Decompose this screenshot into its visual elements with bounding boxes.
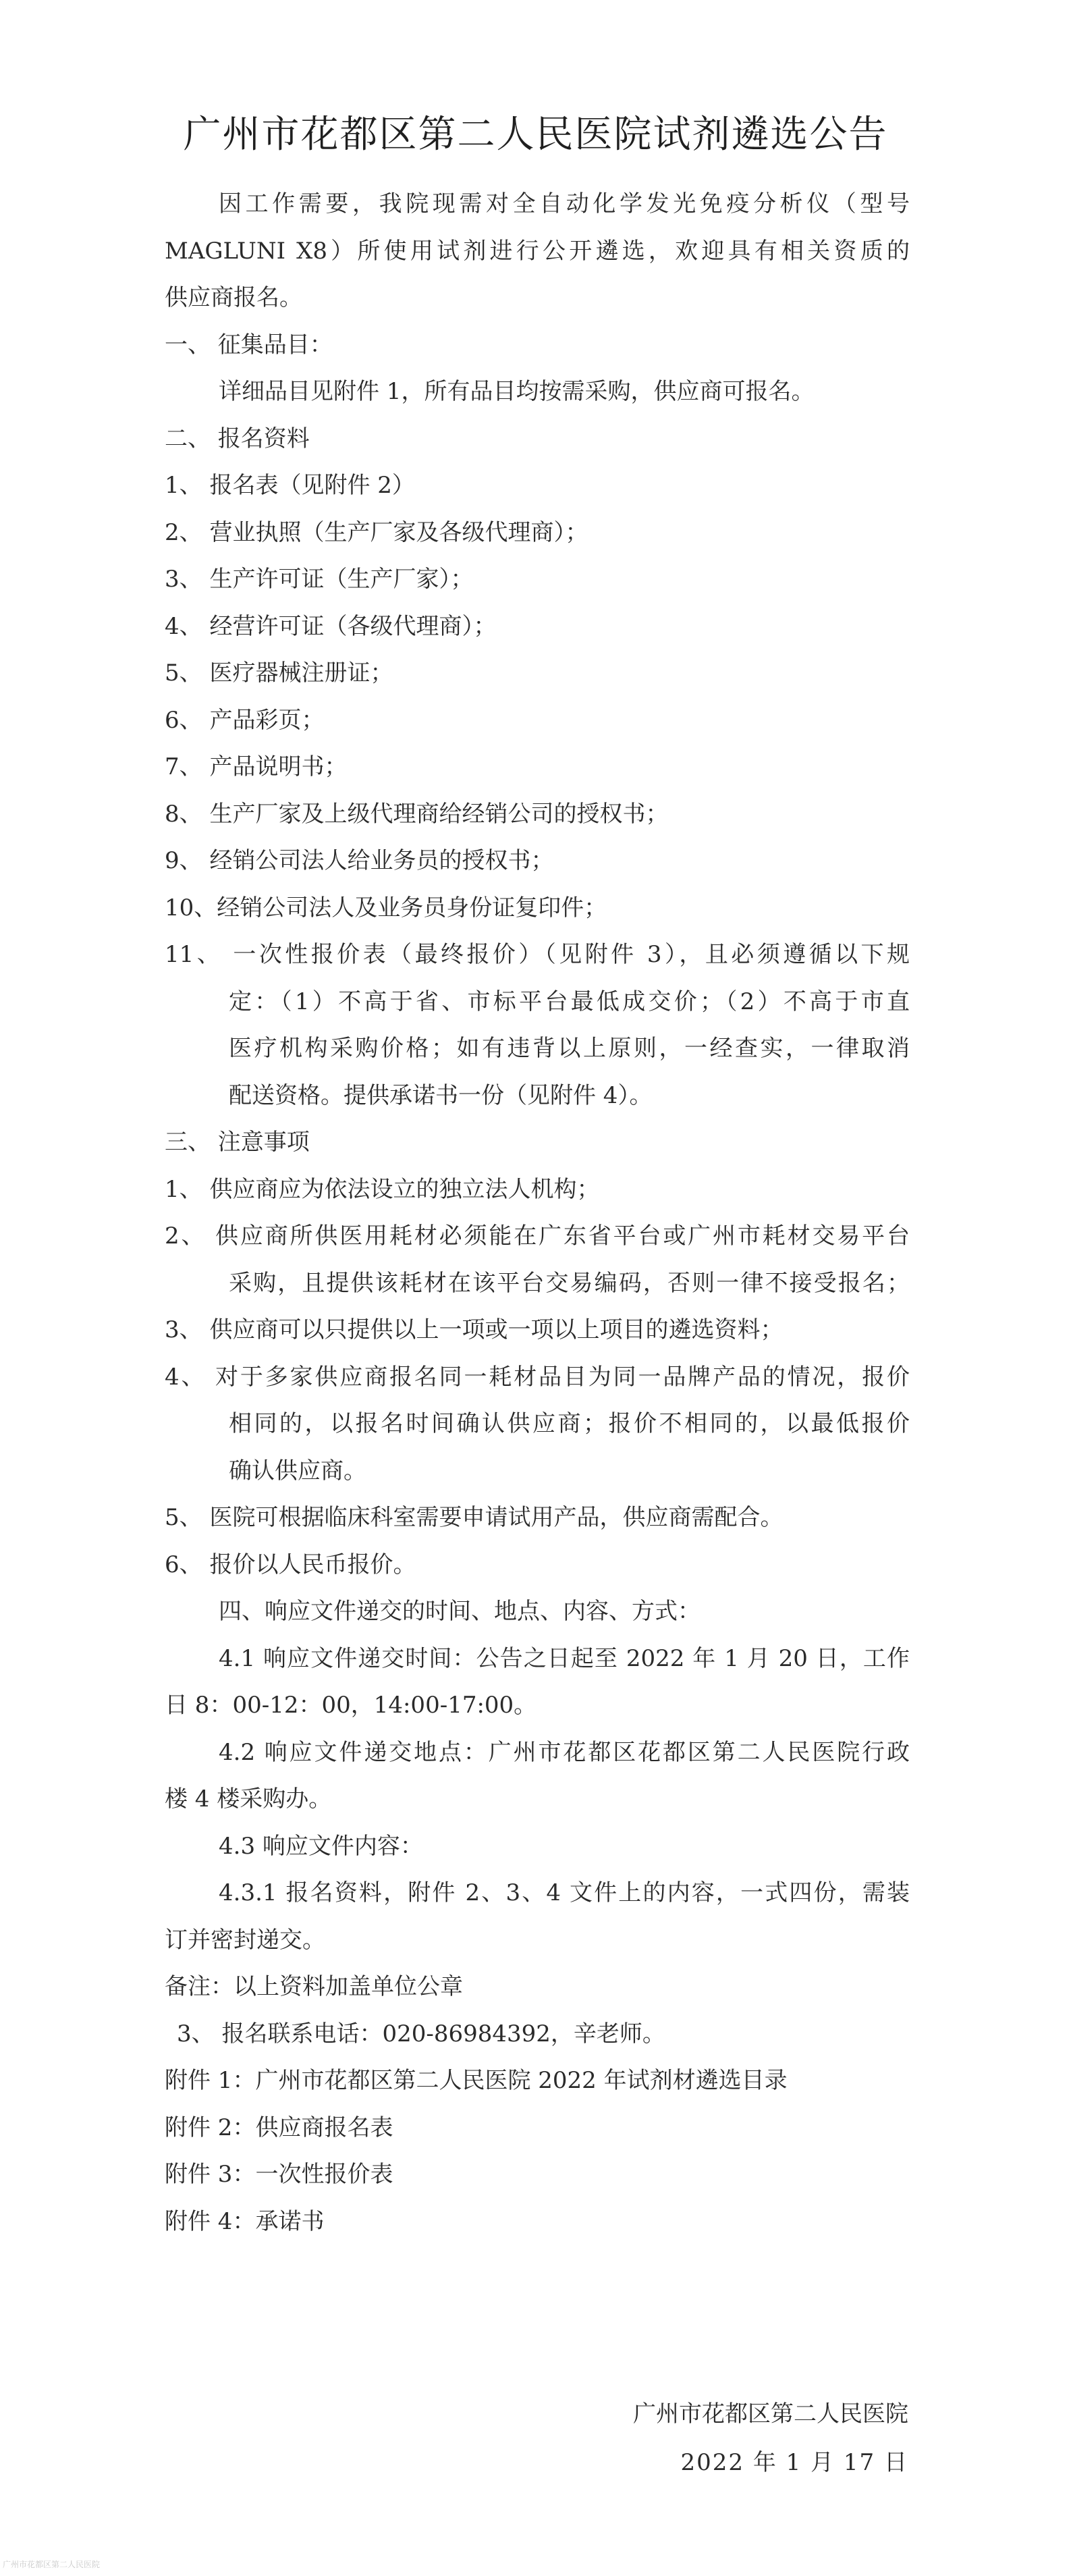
list-item: 6、 产品彩页； xyxy=(165,706,325,734)
footer-watermark: 广州市花都区第二人民医院 xyxy=(3,2560,101,2569)
list-item: 1、 报名表（见附件 2） xyxy=(165,472,415,499)
attachment-line: 附件 4：承诺书 xyxy=(165,2207,325,2235)
signature-organization: 广州市花都区第二人民医院 xyxy=(633,2400,908,2427)
document-body xyxy=(165,181,910,2245)
paragraph-line: MAGLUNI X8）所使用试剂进行公开遴选，欢迎具有相关资质的 xyxy=(165,237,910,265)
paragraph-line: 订并密封递交。 xyxy=(165,1926,325,1954)
list-item-continuation: 医疗机构采购价格；如有违背以上原则，一经查实，一律取消 xyxy=(229,1035,910,1062)
list-item-continuation: 采购，且提供该耗材在该平台交易编码，否则一律不接受报名； xyxy=(229,1269,910,1297)
contact-line: 3、 报名联系电话：020-86984392，辛老师。 xyxy=(177,2020,665,2047)
note-line: 备注：以上资料加盖单位公章 xyxy=(165,1973,463,2000)
list-item: 3、 供应商可以只提供以上一项或一项以上项目的遴选资料； xyxy=(165,1316,784,1343)
paragraph-line: 楼 4 楼采购办。 xyxy=(165,1786,332,1813)
list-item-continuation: 相同的，以报名时间确认供应商；报价不相同的，以最低报价 xyxy=(229,1410,910,1437)
list-item: 2、 供应商所供医用耗材必须能在广东省平台或广州市耗材交易平台 xyxy=(165,1223,910,1250)
list-item: 2、 营业执照（生产厂家及各级代理商）； xyxy=(165,518,588,546)
paragraph-line: 4.3.1 报名资料，附件 2、3、4 文件上的内容，一式四份，需装 xyxy=(219,1879,910,1906)
attachment-line: 附件 2：供应商报名表 xyxy=(165,2114,393,2141)
paragraph-line: 供应商报名。 xyxy=(165,284,302,311)
list-item: 5、 医院可根据临床科室需要申请试用产品，供应商需配合。 xyxy=(165,1504,784,1531)
list-item-continuation: 确认供应商。 xyxy=(229,1457,366,1484)
section-heading: 三、 注意事项 xyxy=(165,1129,310,1156)
list-item: 9、 经销公司法人给业务员的授权书； xyxy=(165,847,554,874)
paragraph-line: 4.2 响应文件递交地点：广州市花都区花都区第二人民医院行政 xyxy=(219,1738,910,1766)
paragraph-line: 因工作需要，我院现需对全自动化学发光免疫分析仪（型号 xyxy=(219,190,910,217)
list-item: 10、经销公司法人及业务员身份证复印件； xyxy=(165,894,607,921)
section-heading: 一、 征集品目： xyxy=(165,331,333,358)
attachment-line: 附件 1：广州市花都区第二人民医院 2022 年试剂材遴选目录 xyxy=(165,2067,788,2094)
list-item: 1、 供应商应为依法设立的独立法人机构； xyxy=(165,1175,600,1203)
section-heading: 四、响应文件递交的时间、地点、内容、方式： xyxy=(219,1598,701,1625)
paragraph-line: 日 8：00-12：00，14:00-17:00。 xyxy=(165,1692,537,1719)
list-item: 7、 产品说明书； xyxy=(165,753,348,780)
list-item: 11、 一次性报价表（最终报价）（见附件 3），且必须遵循以下规 xyxy=(165,941,910,968)
list-item: 3、 生产许可证（生产厂家）； xyxy=(165,566,474,593)
section-heading: 二、 报名资料 xyxy=(165,425,310,452)
list-item-continuation: 定：（1）不高于省、市标平台最低成交价；（2）不高于市直 xyxy=(229,988,910,1015)
signature-date: 2022 年 1 月 17 日 xyxy=(680,2449,908,2476)
document-title: 广州市花都区第二人民医院试剂遴选公告 xyxy=(183,113,888,157)
attachment-line: 附件 3：一次性报价表 xyxy=(165,2161,393,2188)
list-item: 4、 对于多家供应商报名同一耗材品目为同一品牌产品的情况，报价 xyxy=(165,1363,910,1391)
list-item: 4、 经营许可证（各级代理商）； xyxy=(165,612,497,640)
list-item: 5、 医疗器械注册证； xyxy=(165,660,393,687)
paragraph-line: 详细品目见附件 1，所有品目均按需采购，供应商可报名。 xyxy=(219,378,815,405)
list-item-continuation: 配送资格。提供承诺书一份（见附件 4）。 xyxy=(229,1081,653,1109)
paragraph-line: 4.1 响应文件递交时间：公告之日起至 2022 年 1 月 20 日，工作 xyxy=(219,1644,910,1672)
list-item: 8、 生产厂家及上级代理商给经销公司的授权书； xyxy=(165,800,669,828)
paragraph-line: 4.3 响应文件内容： xyxy=(219,1832,423,1860)
list-item: 6、 报价以人民币报价。 xyxy=(165,1551,416,1578)
